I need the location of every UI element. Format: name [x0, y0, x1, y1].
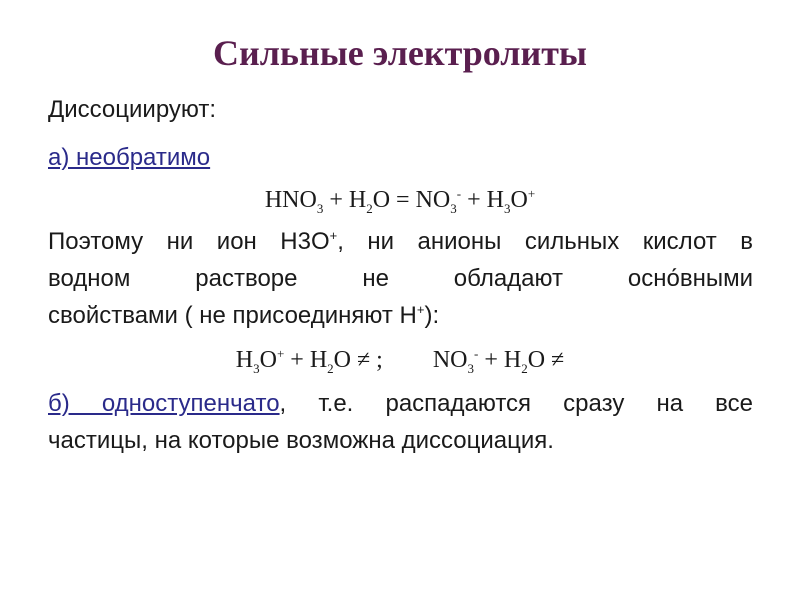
para1-a-sup: + [329, 228, 338, 243]
eq1-t3: O = NO [372, 187, 451, 213]
para2-line2: частицы, на которые возможна диссоциация. [48, 427, 554, 454]
para1-line2-text: водном растворе не обладают осн [48, 265, 667, 292]
eq1-t5: O [510, 187, 528, 213]
intro-text: Диссоциируют: [48, 96, 217, 123]
para1-line3 [48, 298, 753, 334]
slide-title: Сильные электролиты [212, 33, 588, 73]
eq2-t1: H [235, 347, 254, 373]
eq2-p2: + [276, 346, 285, 361]
eq1-t1: HNO [264, 187, 317, 213]
para1-a: Поэтому ни ион H3O [48, 228, 330, 255]
eq2-s5: 3 [467, 360, 474, 376]
equation-h3o-no3 [0, 342, 800, 378]
para1-line3-sup: + [416, 302, 425, 317]
para1-line2-end: вными [679, 265, 753, 292]
para2-line1 [48, 386, 753, 422]
eq2-t6: + H [478, 347, 522, 373]
eq1-p5: + [527, 186, 536, 201]
para1-line2 [48, 261, 753, 297]
para2-a: , т.е. распадаются сразу на все [279, 390, 753, 417]
eq1-p3: - [456, 186, 462, 201]
para1-line3-end: ): [424, 302, 440, 329]
eq2-t5: NO [432, 347, 468, 373]
eq2-t2: O [259, 347, 277, 373]
para1-b: , ни анионы сильных кислот в [337, 228, 753, 255]
eq1-s2: 2 [366, 200, 373, 216]
eq1-s4: 3 [503, 200, 511, 216]
para1-line2-accent: о́ [666, 265, 680, 292]
point-a-link[interactable] [48, 140, 753, 176]
eq2-p5: - [474, 346, 479, 361]
point-a-text[interactable]: а) необратимо [48, 144, 211, 171]
eq1-t4: + H [461, 187, 504, 213]
eq1-s1: 3 [316, 200, 324, 216]
point-b-link[interactable]: б) одноступенчато [48, 390, 280, 417]
eq2-t4: O ≠ ; [333, 347, 383, 373]
eq2-s3: 2 [327, 360, 334, 376]
eq2-s1: 3 [253, 360, 260, 376]
eq2-t7: O ≠ [527, 347, 565, 373]
eq2-s6: 2 [521, 360, 528, 376]
para1-line1 [48, 224, 753, 260]
para1-line3-text: свойствами ( не присоединяют H [48, 302, 417, 329]
equation-hno3 [0, 182, 800, 218]
eq2-t3: + H [284, 347, 328, 373]
eq1-t2: + H [323, 187, 367, 213]
eq1-s3: 3 [450, 200, 457, 216]
